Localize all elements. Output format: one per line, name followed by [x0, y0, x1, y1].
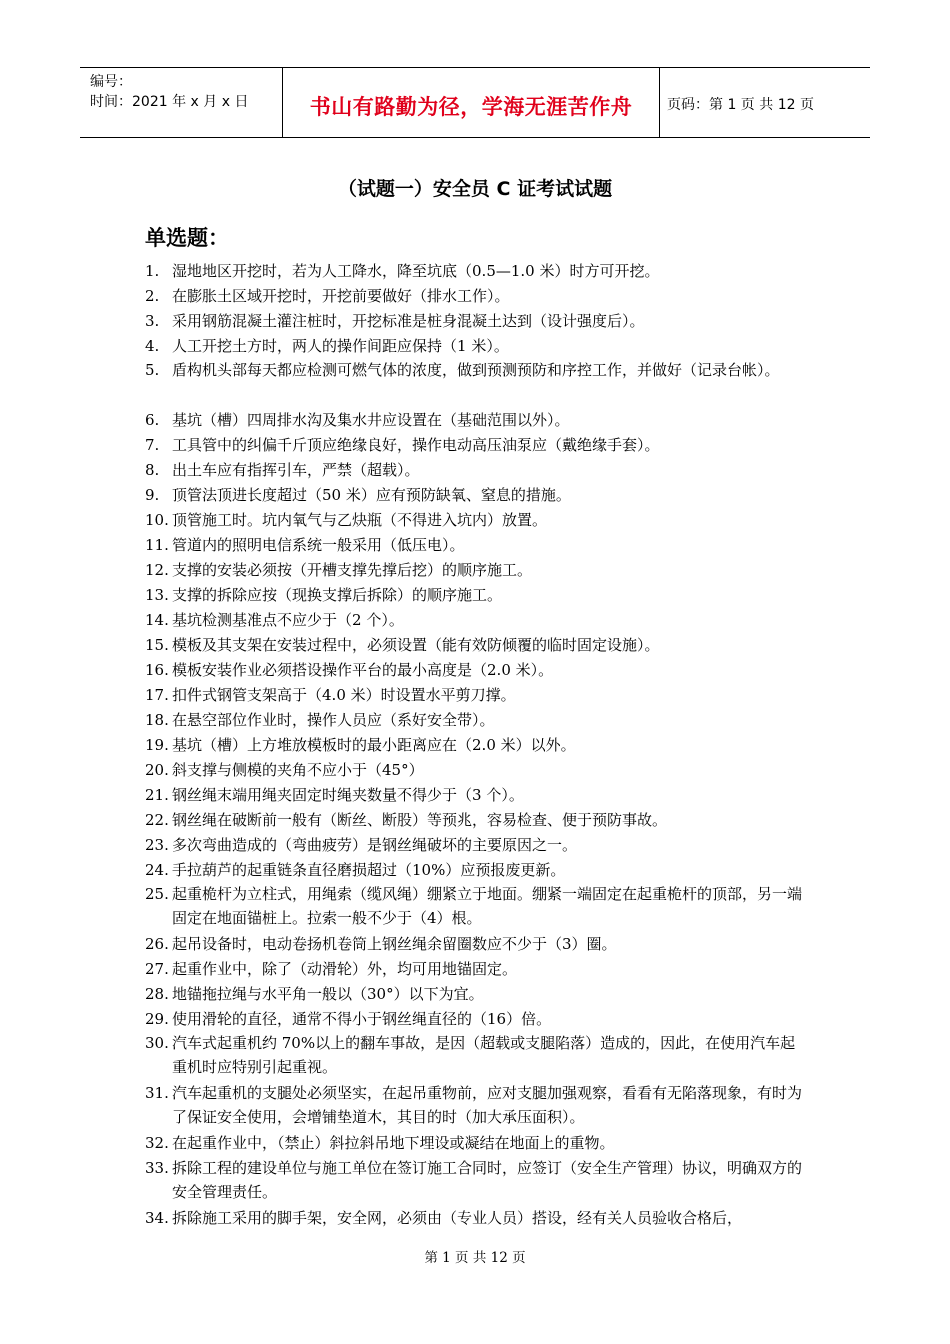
question-text: 顶管施工时。坑内氧气与乙炔瓶（不得进入坑内）放置。: [172, 511, 548, 529]
question-number: 17.: [145, 686, 169, 704]
question-text: 管道内的照明电信系统一般采用（低压电）。: [172, 536, 465, 554]
question-text: 基坑（槽）上方堆放模板时的最小距离应在（2.0 米）以外。: [172, 736, 576, 754]
question-number: 10.: [145, 511, 169, 529]
question-number: 32.: [145, 1134, 169, 1152]
question-text: 工具管中的纠偏千斤顶应绝缘良好，操作电动高压油泵应（戴绝缘手套）。: [172, 436, 660, 454]
question-number: 6.: [145, 411, 160, 429]
question-text: 多次弯曲造成的（弯曲疲劳）是钢丝绳破坏的主要原因之一。: [172, 836, 578, 854]
question-number: 25.: [145, 885, 169, 903]
question-text: 斜支撑与侧模的夹角不应小于（45°）: [172, 761, 424, 779]
header-motto-cell: [282, 68, 660, 137]
question-number: 33.: [145, 1159, 169, 1177]
header-left-cell: [80, 68, 282, 137]
document-header: [80, 67, 870, 138]
page-footer: 第 1 页 共 12 页: [424, 1250, 526, 1266]
question-number: 7.: [145, 436, 160, 454]
question-number: 8.: [145, 461, 160, 479]
question-text: 汽车起重机的支腿处必须坚实，在起吊重物前，应对支腿加强观察，看看有无陷落现象，有时为了保证安全使用，会增铺垫道木，其目的时（加大承压面积）。: [172, 1084, 803, 1126]
question-text: 汽车式起重机约 70%以上的翻车事故，是因（超载或支腿陷落）造成的，因此，在使用汽车起重机时应特别引起重视。: [172, 1034, 796, 1076]
question-number: 23.: [145, 836, 169, 854]
question-number: 14.: [145, 611, 169, 629]
question-text: 在悬空部位作业时，操作人员应（系好安全带）。: [172, 711, 495, 729]
question-text: 钢丝绳在破断前一般有（断丝、断股）等预兆，容易检查、便于预防事故。: [172, 811, 668, 829]
question-text: 起重作业中，除了（动滑轮）外，均可用地锚固定。: [172, 960, 518, 978]
question-number: 19.: [145, 736, 169, 754]
question-number: 30.: [145, 1034, 169, 1052]
question-text: 起吊设备时，电动卷扬机卷筒上钢丝绳余留圈数应不少于（3）圈。: [172, 935, 617, 953]
question-number: 15.: [145, 636, 169, 654]
question-number: 31.: [145, 1084, 169, 1102]
header-page-cell: [659, 68, 870, 137]
question-number: 18.: [145, 711, 169, 729]
question-number: 4.: [145, 337, 160, 355]
page-title: （试题一）安全员 C 证考试试题: [337, 178, 613, 200]
question-number: 1.: [145, 262, 160, 280]
question-text: 模板及其支架在安装过程中，必须设置（能有效防倾覆的临时固定设施）。: [172, 636, 660, 654]
question-text: 在膨胀土区域开挖时，开挖前要做好（排水工作）。: [172, 287, 510, 305]
question-number: 11.: [145, 536, 169, 554]
number-label: 编号：: [90, 74, 132, 90]
question-text: 地锚拖拉绳与水平角一般以（30°）以下为宜。: [172, 985, 484, 1003]
question-text: 使用滑轮的直径，通常不得小于钢丝绳直径的（16）倍。: [172, 1010, 552, 1028]
question-text: 出土车应有指挥引车，严禁（超载）。: [172, 461, 420, 479]
question-number: 3.: [145, 312, 160, 330]
question-text: 基坑（槽）四周排水沟及集水井应设置在（基础范围以外）。: [172, 411, 570, 429]
question-text: 盾构机头部每天都应检测可燃气体的浓度，做到预测预防和序控工作，并做好（记录台帐）。: [172, 361, 780, 379]
question-text: 支撑的拆除应按（现换支撑后拆除）的顺序施工。: [172, 586, 503, 604]
question-text: 湿地地区开挖时，若为人工降水，降至坑底（0.5—1.0 米）时方可开挖。: [172, 262, 660, 280]
time-label: 时间：2021 年 x 月 x 日: [90, 94, 249, 110]
question-number: 29.: [145, 1010, 169, 1028]
question-number: 34.: [145, 1209, 169, 1227]
question-number: 12.: [145, 561, 169, 579]
question-text: 人工开挖土方时，两人的操作间距应保持（1 米）。: [172, 337, 509, 355]
question-number: 27.: [145, 960, 169, 978]
question-text: 钢丝绳末端用绳夹固定时绳夹数量不得少于（3 个）。: [172, 786, 524, 804]
question-text: 顶管法顶进长度超过（50 米）应有预防缺氧、窒息的措施。: [172, 486, 571, 504]
question-number: 22.: [145, 811, 169, 829]
motto-text: 书山有路勤为径，学海无涯苦作舟: [309, 95, 633, 119]
question-text: 手拉葫芦的起重链条直径磨损超过（10%）应预报废更新。: [172, 861, 566, 879]
question-number: 21.: [145, 786, 169, 804]
question-text: 起重桅杆为立柱式，用绳索（缆风绳）绷紧立于地面。绷紧一端固定在起重桅杆的顶部，另一端固定在地面锚桩上。拉索一般不少于（4）根。: [172, 885, 803, 927]
question-text: 采用钢筋混凝土灌注桩时，开挖标准是桩身混凝土达到（设计强度后）。: [172, 312, 645, 330]
section-heading: 单选题：: [145, 226, 229, 250]
question-text: 模板安装作业必须搭设操作平台的最小高度是（2.0 米）。: [172, 661, 554, 679]
question-text: 拆除施工采用的脚手架，安全网，必须由（专业人员）搭设，经有关人员验收合格后，: [172, 1209, 743, 1227]
question-number: 2.: [145, 287, 160, 305]
question-text: 拆除工程的建设单位与施工单位在签订施工合同时，应签订（安全生产管理）协议，明确双方的安全管理责任。: [172, 1159, 803, 1201]
question-number: 20.: [145, 761, 169, 779]
question-number: 26.: [145, 935, 169, 953]
question-text: 扣件式钢管支架高于（4.0 米）时设置水平剪刀撑。: [172, 686, 516, 704]
question-number: 5.: [145, 361, 160, 379]
page-info: 页码：第 1 页 共 12 页: [667, 97, 814, 113]
question-number: 13.: [145, 586, 169, 604]
question-text: 支撑的安装必须按（开槽支撑先撑后挖）的顺序施工。: [172, 561, 533, 579]
question-number: 24.: [145, 861, 169, 879]
question-number: 16.: [145, 661, 169, 679]
question-number: 28.: [145, 985, 169, 1003]
question-text: 在起重作业中，（禁止）斜拉斜吊地下埋设或凝结在地面上的重物。: [172, 1134, 615, 1152]
question-number: 9.: [145, 486, 160, 504]
question-text: 基坑检测基准点不应少于（2 个）。: [172, 611, 404, 629]
